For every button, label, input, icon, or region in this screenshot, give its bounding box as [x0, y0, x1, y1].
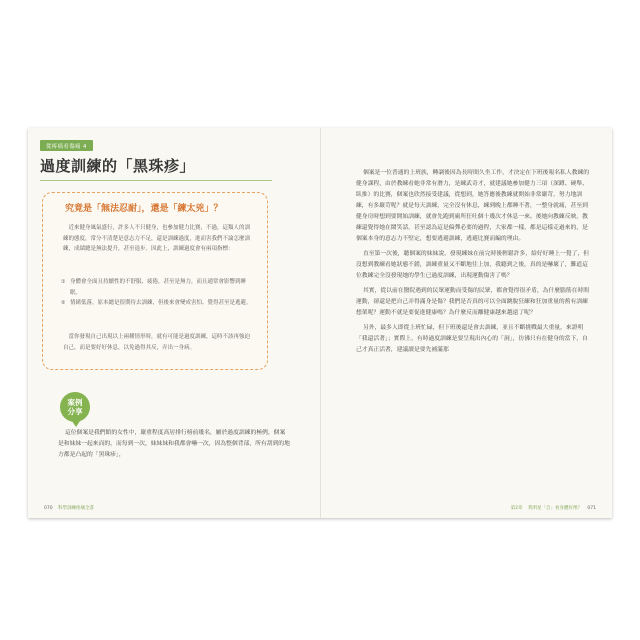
left-body-text [58, 428, 290, 465]
callout-intro [63, 223, 253, 255]
right-footer [511, 505, 600, 511]
list-number: ② [61, 300, 66, 306]
body-paragraph: 其實，從以前在醫院遇到的民眾運動而受傷的民眾，都會覺得很矛盾，為什麼腦筋在時間運動，卻還是把自己弄得滿身是傷？我們是否真的可以全面跳脫狂練和狂加重量的舊有訓練想架呢？運動不就是要促進健康嗎？為什麼反而離健康越來越遠了呢？ [356, 288, 590, 316]
callout-title: 究竟是「無法忍耐」，還是「練太兇」？ [65, 204, 223, 214]
chapter-title: 過度訓練的「黑珠疹」 [40, 157, 196, 175]
book-spread [28, 128, 612, 518]
callout-list [61, 277, 253, 309]
chapter-label-footer: 第2章 [510, 506, 523, 511]
list-number: ① [61, 279, 66, 285]
book-gutter [320, 128, 321, 518]
chapter-title-footer: 我明星「自」看身體好像？ [527, 506, 582, 511]
series-tab: 從疼痛看傷痛 4 [40, 140, 93, 151]
case-study-badge [60, 392, 90, 422]
body-paragraph: 這位個案是我們館的女性中，嚴重程度高居排行榜前幾名，屬於過度訓練的極例，個案是和妹妹一起來而的，而每到一次，妹妹妹和我都會嚇一次，因為整個背部，所有刮到的地方都是凸起的「黑珠疹」， [58, 430, 290, 458]
callout-intro-text: 近來健身風氣盛行，許多人不只健身，也參加健力比賽，不過，這類人的訓練的態度，常分不清楚是意志力不足，還是訓練過度，進而害我們不論怎麼訓練，成績總是無法提升，甚至退步。因此上，訓練過度會有兩項指標： [63, 225, 251, 252]
page-number: 070 [44, 506, 53, 511]
book-title-footer: 科學訓練疼痛全書 [58, 506, 95, 511]
callout-closing: 當你發現自己出現以上兩種情形時，就有可能是過度訓練，這時不該再強迫自己，而是要好好休息，以免過得其反，弄出一身病。 [63, 334, 251, 351]
list-item-text: 情緒低落，原本總是很期待去訓練，但後來會變成害怕、覺得甚至是逃避。 [70, 300, 252, 306]
body-paragraph: 另外，最多人即從上班忙碌，但下班後還是會去訓練，並且不斷挑戰最大重量，來證明「我還活著」；實際上，有時過度訓練是要呈現出內心的「洞」，彷彿只有在健身的當下，自己才真正活著，建議讀是要先補滿那 [356, 325, 588, 353]
case-badge-label: 案例分享 [67, 398, 83, 416]
body-paragraph: 直至第一次後，聽個案的妹妹說，發現練妹在前完時後輕鬆許多，給好好睡上一覺了，但沒想到教練看她狀態不錯，訓練重量又不斷地往上加，我聽到之後，真的是嚇壞了，難道這位教練完全沒發現她的學生已過度訓練，出現運動傷害了嗎？ [356, 251, 590, 279]
info-callout-box [42, 192, 268, 370]
callout-list-item [61, 298, 253, 309]
right-body-text [356, 168, 592, 360]
callout-list-item [61, 277, 253, 298]
left-footer [40, 505, 94, 511]
list-item-text: 身體會全面且持續性的不舒服、疲倦，甚至是無力，而且通常會影響到睡眠。 [70, 279, 247, 296]
body-paragraph: 個案是一位普通的上班族，轉調後因為長時間久坐工作，才決定在下班後報名私人教練的健身課程，由於教練看她非常有潛力，是練武奇才，就建議她參加健力三項（深蹲、硬舉、臥推）的比賽，個案也欣然接受建議，從想到，她答應後教練就開始非常嚴苛，努力地訓練，有多嚴苛呢？就是每天訓練，完全沒有休息，練到晚上都睡不著，一整身就痛，甚至到健身房時想到要開始訓練，就會先跑到廁所狂吐個十幾次才休息一來。後她向教練反映，教練還覺得她在鬧笑話，甚至認為這是偏彈必要的過程，大家都一樣，都是這樣走過來的，是個案本身的意志力不堅定，想要逃避訓練，逃避比賽而編的理由。 [356, 170, 590, 242]
title-divider [40, 180, 272, 181]
page-number: 071 [587, 506, 596, 511]
